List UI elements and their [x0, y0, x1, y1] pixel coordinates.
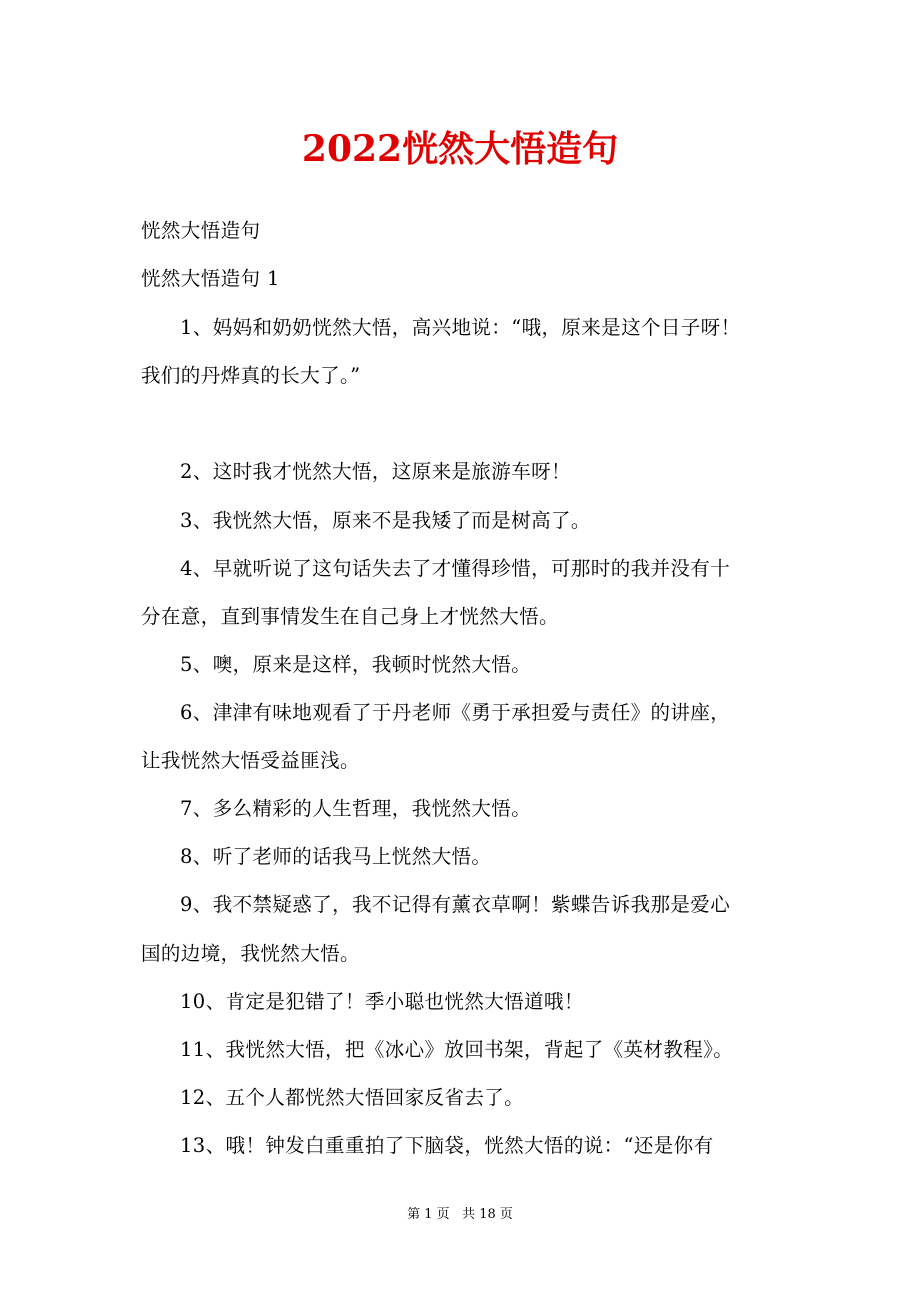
section-subheading: 恍然大悟造句 1: [141, 267, 280, 290]
sentence-line-11: 11、我恍然大悟，把《冰心》放回书架，背起了《英材教程》。: [180, 1038, 734, 1061]
sentence-line-9-cont: 国的边境，我恍然大悟。: [141, 942, 360, 965]
sentence-line-1: 1、妈妈和奶奶恍然大悟，高兴地说：“哦，原来是这个日子呀！: [180, 316, 741, 339]
sentence-line-4-cont: 分在意，直到事情发生在自己身上才恍然大悟。: [141, 605, 559, 628]
sentence-line-13: 13、哦！钟发白重重拍了下脑袋，恍然大悟的说：“还是你有: [180, 1134, 714, 1157]
sentence-line-1-cont: 我们的丹烨真的长大了。”: [141, 364, 361, 387]
sentence-line-5: 5、噢，原来是这样，我顿时恍然大悟。: [180, 653, 532, 676]
sentence-line-9: 9、我不禁疑惑了，我不记得有薰衣草啊！紫蝶告诉我那是爱心: [180, 893, 731, 916]
sentence-line-10: 10、肯定是犯错了！季小聪也恍然大悟道哦！: [180, 990, 584, 1013]
sentence-line-7: 7、多么精彩的人生哲理，我恍然大悟。: [180, 797, 532, 820]
sentence-line-6: 6、津津有味地观看了于丹老师《勇于承担爱与责任》的讲座，: [180, 701, 731, 724]
page-footer: 第 1 页 共 18 页: [407, 1207, 513, 1222]
sentence-line-6-cont: 让我恍然大悟受益匪浅。: [141, 749, 360, 772]
section-heading: 恍然大悟造句: [141, 219, 261, 242]
sentence-line-2: 2、这时我才恍然大悟，这原来是旅游车呀！: [180, 460, 571, 483]
sentence-line-4: 4、早就听说了这句话失去了才懂得珍惜，可那时的我并没有十: [180, 557, 731, 580]
sentence-line-8: 8、听了老师的话我马上恍然大悟。: [180, 845, 492, 868]
sentence-line-12: 12、五个人都恍然大悟回家反省去了。: [180, 1086, 525, 1109]
document-title: 2022恍然大悟造句: [301, 128, 619, 170]
sentence-line-3: 3、我恍然大悟，原来不是我矮了而是树高了。: [180, 509, 591, 532]
